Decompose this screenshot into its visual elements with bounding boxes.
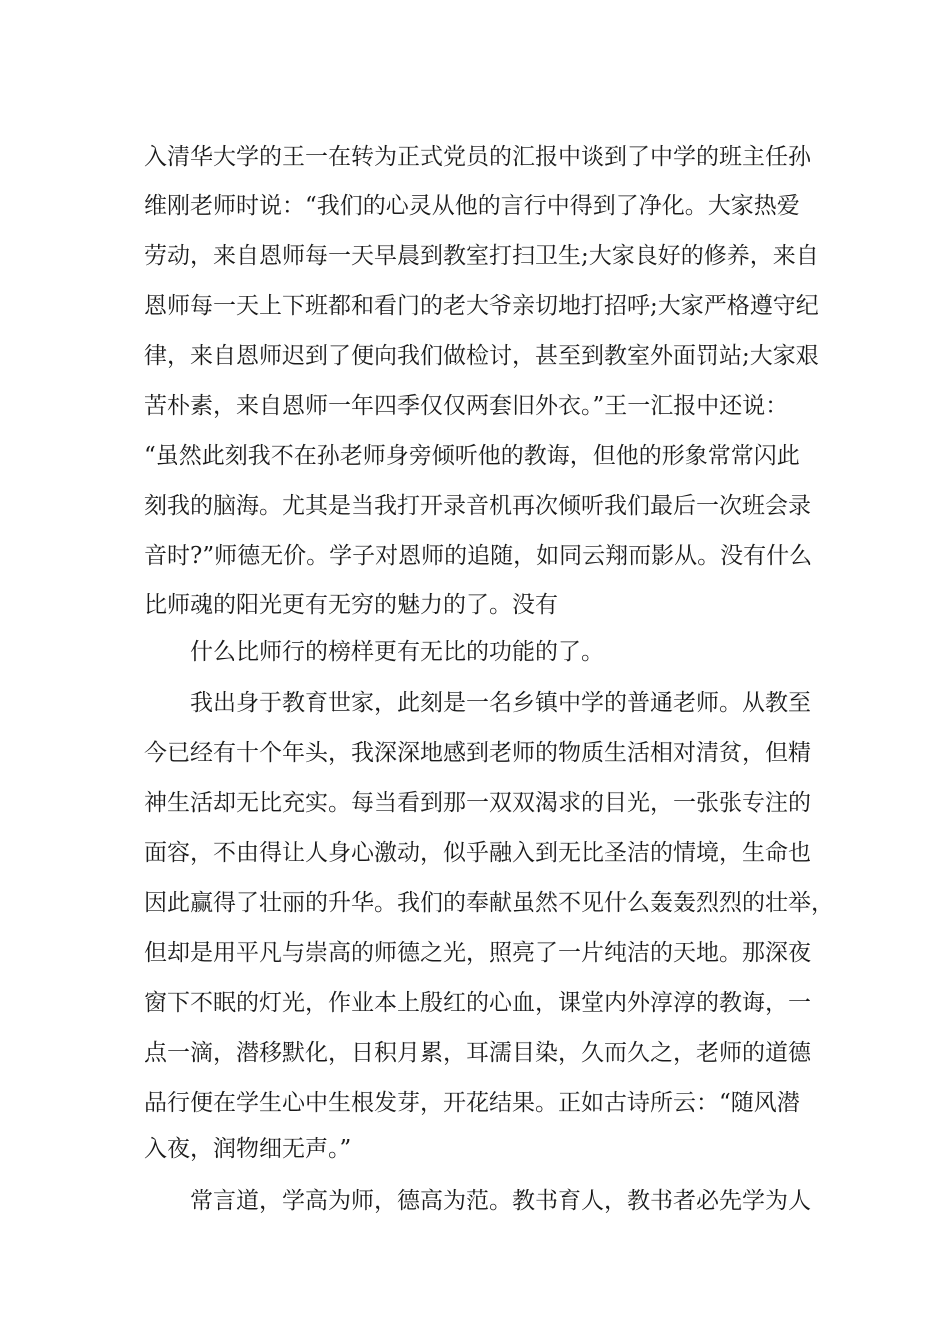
text-line: 维刚老师时说：“我们的心灵从他的言行中得到了净化。大家热爱 — [144, 193, 800, 219]
text-line: 点一滴，潜移默化，日积月累，耳濡目染，久而久之，老师的道德 — [144, 1040, 811, 1066]
text-line: 入清华大学的王一在转为正式党员的汇报中谈到了中学的班主任孙 — [144, 144, 811, 170]
text-line: 今已经有十个年头，我深深地感到老师的物质生活相对清贫，但精 — [144, 740, 811, 766]
text-line: 因此赢得了壮丽的升华。我们的奉献虽然不见什么轰轰烈烈的壮举， — [144, 890, 834, 916]
text-line: “虽然此刻我不在孙老师身旁倾听他的教诲，但他的形象常常闪此 — [144, 443, 800, 469]
text-line: 窗下不眠的灯光，作业本上殷红的心血，课堂内外淳淳的教诲，一 — [144, 990, 811, 1016]
text-line: 劳动，来自恩师每一天早晨到教室打扫卫生;大家良好的修养，来自 — [144, 243, 819, 269]
text-line: 但却是用平凡与崇高的师德之光，照亮了一片纯洁的天地。那深夜 — [144, 940, 811, 966]
text-line: 苦朴素，来自恩师一年四季仅仅两套旧外衣。”王一汇报中还说： — [144, 393, 789, 419]
text-line: 入夜，润物细无声。” — [144, 1136, 352, 1162]
text-line: 恩师每一天上下班都和看门的老大爷亲切地打招呼;大家严格遵守纪 — [144, 293, 819, 319]
text-line: 律，来自恩师迟到了便向我们做检讨，甚至到教室外面罚站;大家艰 — [144, 343, 819, 369]
text-line: 比师魂的阳光更有无穷的魅力的了。没有 — [144, 592, 558, 618]
text-line: 什么比师行的榜样更有无比的功能的了。 — [190, 639, 604, 665]
paragraph-start: 我出身于教育世家，此刻是一名乡镇中学的普通老师。从教至 — [190, 690, 811, 716]
text-line: 面容，不由得让人身心激动，似乎融入到无比圣洁的情境，生命也 — [144, 840, 811, 866]
text-line: 神生活却无比充实。每当看到那一双双渴求的目光，一张张专注的 — [144, 790, 811, 816]
paragraph-start: 常言道，学高为师，德高为范。教书育人，教书者必先学为人 — [190, 1188, 811, 1214]
text-line: 刻我的脑海。尤其是当我打开录音机再次倾听我们最后一次班会录 — [144, 493, 811, 519]
text-line: 音时?”师德无价。学子对恩师的追随，如同云翔而影从。没有什么 — [144, 543, 813, 569]
text-line: 品行便在学生心中生根发芽，开花结果。正如古诗所云：“随风潜 — [144, 1090, 800, 1116]
